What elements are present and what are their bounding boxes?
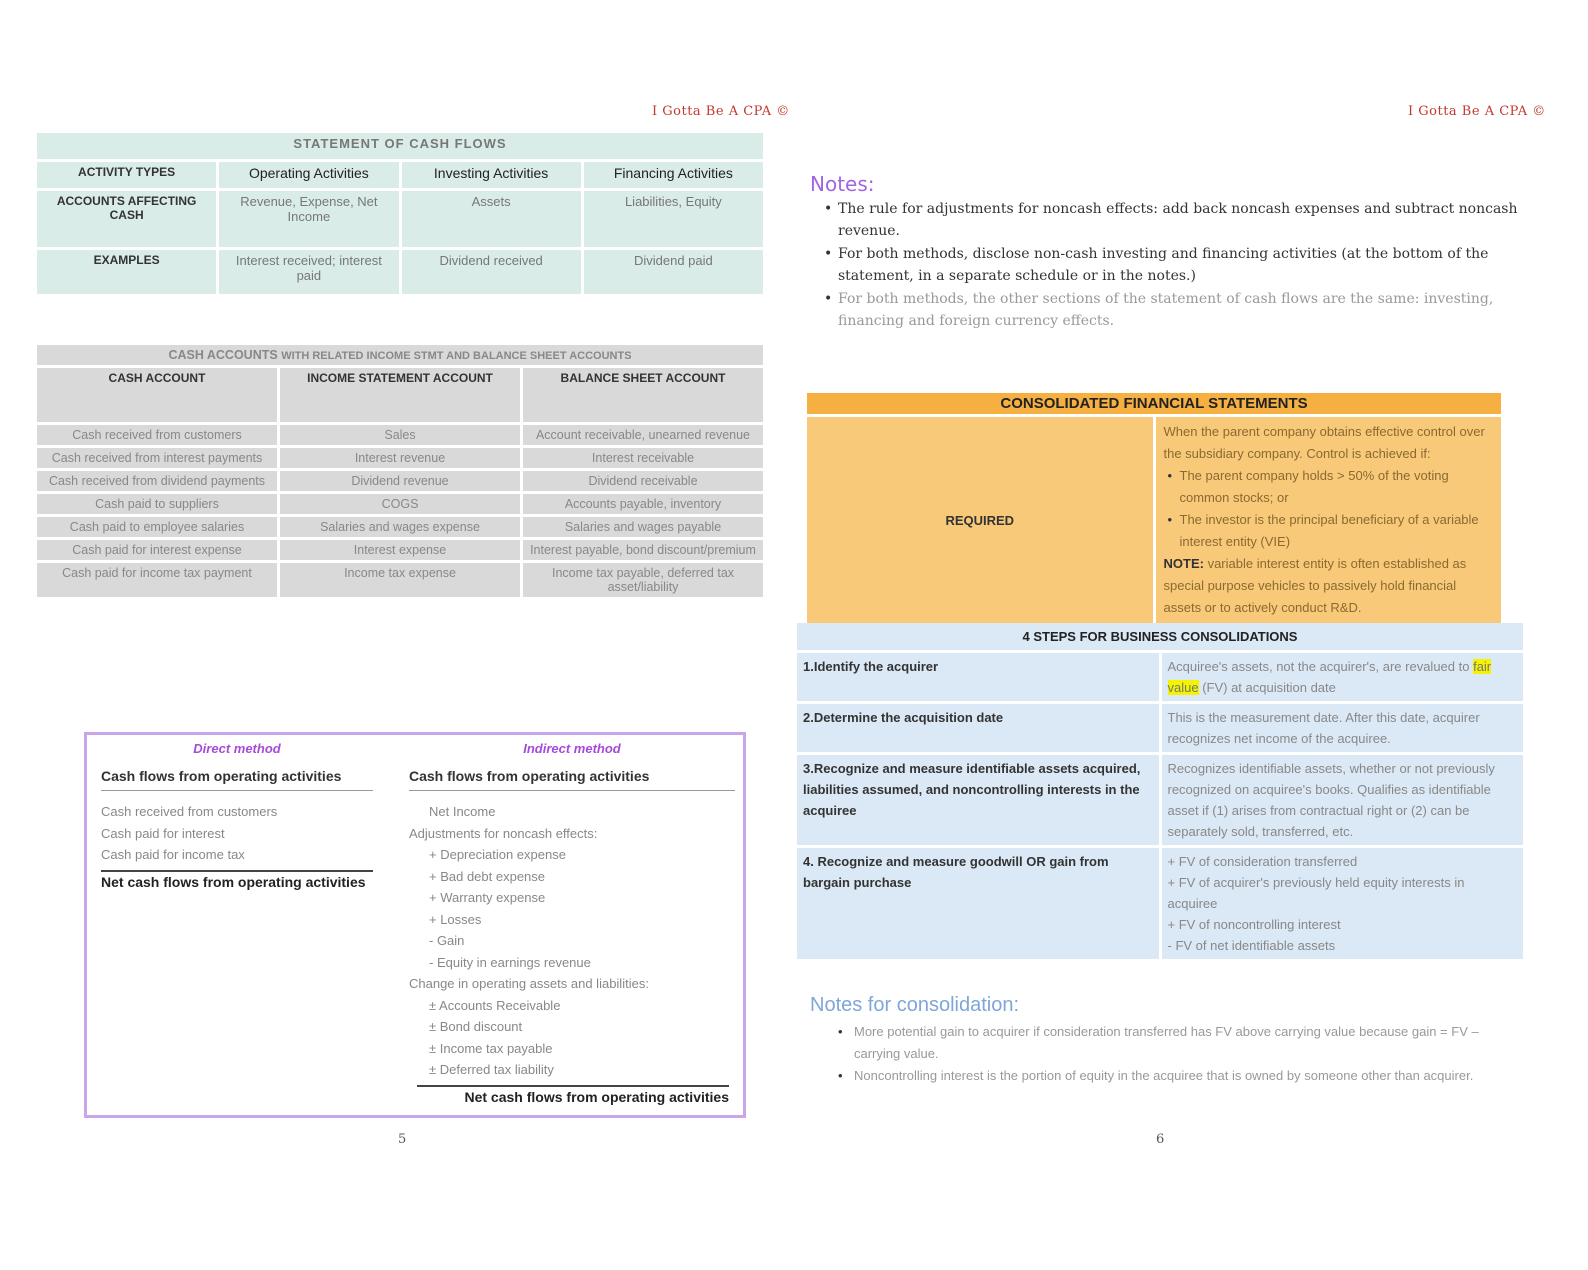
table-cell: Interest expense	[280, 540, 520, 560]
direct-method-title: Direct method	[193, 741, 281, 756]
list-item: ± Accounts Receivable	[429, 997, 561, 1013]
table-cell: Dividend paid	[584, 250, 763, 294]
table-cell: Cash received from dividend payments	[37, 471, 277, 491]
table-cell: Interest payable, bond discount/premium	[523, 540, 763, 560]
table-cell: Cash paid for interest expense	[37, 540, 277, 560]
cash-flows-table	[34, 130, 766, 297]
table-cell: Dividend receivable	[523, 471, 763, 491]
list-item: + Bad debt expense	[429, 868, 546, 884]
table-cell: Account receivable, unearned revenue	[523, 425, 763, 445]
table-cell: 4. Recognize and measure goodwill OR gain from bargain purchase	[797, 848, 1159, 959]
table-cell: Accounts payable, inventory	[523, 494, 763, 514]
list-item: Cash received from customers	[101, 804, 278, 819]
cash-accounts-title-main: CASH ACCOUNTS	[168, 348, 278, 362]
table-cell: + FV of consideration transferred + FV of acquirer's previously held equity interests in acquiree + FV of noncontrolling interest - FV of net identifiable assets	[1162, 848, 1524, 959]
page-number: 6	[1156, 1132, 1165, 1147]
cash-accounts-title-suffix: WITH RELATED INCOME STMT AND BALANCE SHEET ACCOUNTS	[281, 350, 632, 362]
table-cell: Sales	[280, 425, 520, 445]
table-cell: Cash paid to suppliers	[37, 494, 277, 514]
table-cell: Interest received; interest paid	[219, 250, 398, 294]
consolidated-content	[1156, 417, 1502, 623]
right-page	[794, 0, 1588, 1270]
note-text: variable interest entity is often established as special purpose vehicles to passively hold financial assets or to actively conduct R&D.	[1163, 556, 1467, 615]
list-item: • More potential gain to acquirer if consideration transferred has FV above carrying value because gain = FV – carrying value.	[810, 1021, 1510, 1065]
table-header: BALANCE SHEET ACCOUNT	[523, 368, 763, 422]
list-item: - Equity in earnings revenue	[429, 954, 591, 970]
list-item: • For both methods, the other sections of the statement of cash flows are the same: investing, financing and foreign currency effects.	[810, 288, 1522, 332]
list-item: + Depreciation expense	[429, 847, 566, 862]
list-item: Cash paid for interest	[101, 825, 225, 841]
table-header: Investing Activities	[402, 162, 581, 188]
table-header: INCOME STATEMENT ACCOUNT	[280, 368, 520, 422]
page-number: 5	[398, 1132, 407, 1147]
indirect-method-title: Indirect method	[523, 741, 621, 756]
list-item: • Noncontrolling interest is the portion of equity in the acquiree that is owned by someone other than acquirer.	[810, 1065, 1510, 1087]
direct-method	[101, 741, 373, 890]
note-label: NOTE:	[1163, 556, 1204, 571]
methods-box	[84, 732, 746, 1118]
table-cell: Assets	[402, 191, 581, 247]
cash-accounts-table	[34, 342, 766, 600]
brand-label: I Gotta Be A CPA ©	[1408, 104, 1546, 119]
steps-title: 4 STEPS FOR BUSINESS CONSOLIDATIONS	[797, 623, 1523, 650]
table-cell: Salaries and wages expense	[280, 517, 520, 537]
consolidated-note	[1164, 553, 1494, 619]
table-cell	[1162, 653, 1524, 701]
direct-method-total: Net cash flows from operating activities	[101, 870, 373, 890]
notes-title: Notes:	[810, 172, 875, 196]
table-cell: Interest receivable	[523, 448, 763, 468]
list-item: ± Income tax payable	[429, 1040, 553, 1056]
table-cell: 2.Determine the acquisition date	[797, 704, 1159, 752]
table-cell: Interest revenue	[280, 448, 520, 468]
indirect-method-subtitle: Cash flows from operating activities	[409, 768, 735, 791]
table-header: ACTIVITY TYPES	[37, 162, 216, 188]
steps-table	[794, 620, 1526, 962]
list-item: Change in operating assets and liabilities:	[409, 976, 649, 991]
consolidated-title: CONSOLIDATED FINANCIAL STATEMENTS	[807, 393, 1501, 414]
highlight: fair value	[1167, 659, 1492, 695]
table-header: Financing Activities	[584, 162, 763, 188]
consolidated-label: REQUIRED	[807, 417, 1153, 623]
cash-flows-title: STATEMENT OF CASH FLOWS	[37, 133, 763, 159]
notes-section	[810, 172, 1522, 333]
table-cell: Income tax payable, deferred tax asset/liability	[523, 563, 763, 597]
consolidation-notes-title: Notes for consolidation:	[810, 994, 1020, 1016]
list-item: • The parent company holds > 50% of the voting common stocks; or	[1164, 465, 1494, 509]
consolidation-notes	[810, 994, 1510, 1087]
table-cell: ACCOUNTS AFFECTING CASH	[37, 191, 216, 247]
table-cell: 3.Recognize and measure identifiable assets acquired, liabilities assumed, and noncontrolling interests in the acquiree	[797, 755, 1159, 845]
list-item: • The rule for adjustments for noncash effects: add back noncash expenses and subtract noncash revenue.	[810, 198, 1522, 242]
table-cell: This is the measurement date. After this date, acquirer recognizes net income of the acquiree.	[1162, 704, 1524, 752]
list-item: Cash paid for income tax	[101, 847, 245, 862]
list-item: + Warranty expense	[429, 890, 546, 905]
table-cell: Dividend revenue	[280, 471, 520, 491]
table-cell: Cash received from customers	[37, 425, 277, 445]
table-cell: EXAMPLES	[37, 250, 216, 294]
table-cell: Cash paid to employee salaries	[37, 517, 277, 537]
list-item: ± Bond discount	[429, 1019, 523, 1034]
table-cell: 1.Identify the acquirer	[797, 653, 1159, 701]
consolidated-intro: When the parent company obtains effective control over the subsidiary company. Control is achieved if:	[1163, 424, 1485, 461]
table-header: Operating Activities	[219, 162, 398, 188]
cash-accounts-title	[37, 345, 763, 365]
list-item: Net Income	[429, 804, 496, 819]
table-cell: COGS	[280, 494, 520, 514]
brand-label: I Gotta Be A CPA ©	[652, 104, 790, 119]
table-cell: Revenue, Expense, Net Income	[219, 191, 398, 247]
consolidated-table	[804, 390, 1504, 626]
table-cell: Cash paid for income tax payment	[37, 563, 277, 597]
step-desc-post: (FV) at acquisition date	[1198, 680, 1336, 695]
table-cell: Liabilities, Equity	[584, 191, 763, 247]
indirect-method	[409, 741, 735, 1111]
step-desc: Acquiree's assets, not the acquirer's, are revalued to	[1167, 659, 1474, 674]
table-cell: Salaries and wages payable	[523, 517, 763, 537]
table-cell: Recognizes identifiable assets, whether or not previously recognized on acquiree's books. Qualifies as identifiable asset if (1) arises from contractual right or (2) can be separately sold, transferred, etc.	[1162, 755, 1524, 845]
list-item: Adjustments for noncash effects:	[409, 825, 598, 841]
list-item: + Losses	[429, 911, 482, 927]
table-cell: Dividend received	[402, 250, 581, 294]
table-cell: Cash received from interest payments	[37, 448, 277, 468]
list-item: - Gain	[429, 933, 465, 948]
list-item: ± Deferred tax liability	[429, 1062, 554, 1077]
table-cell: Income tax expense	[280, 563, 520, 597]
direct-method-subtitle: Cash flows from operating activities	[101, 768, 373, 791]
list-item: • For both methods, disclose non-cash investing and financing activities (at the bottom of the statement, in a separate schedule or in the notes.)	[810, 243, 1522, 287]
table-header: CASH ACCOUNT	[37, 368, 277, 422]
list-item: • The investor is the principal beneficiary of a variable interest entity (VIE)	[1164, 509, 1494, 553]
indirect-method-total: Net cash flows from operating activities	[417, 1085, 729, 1105]
